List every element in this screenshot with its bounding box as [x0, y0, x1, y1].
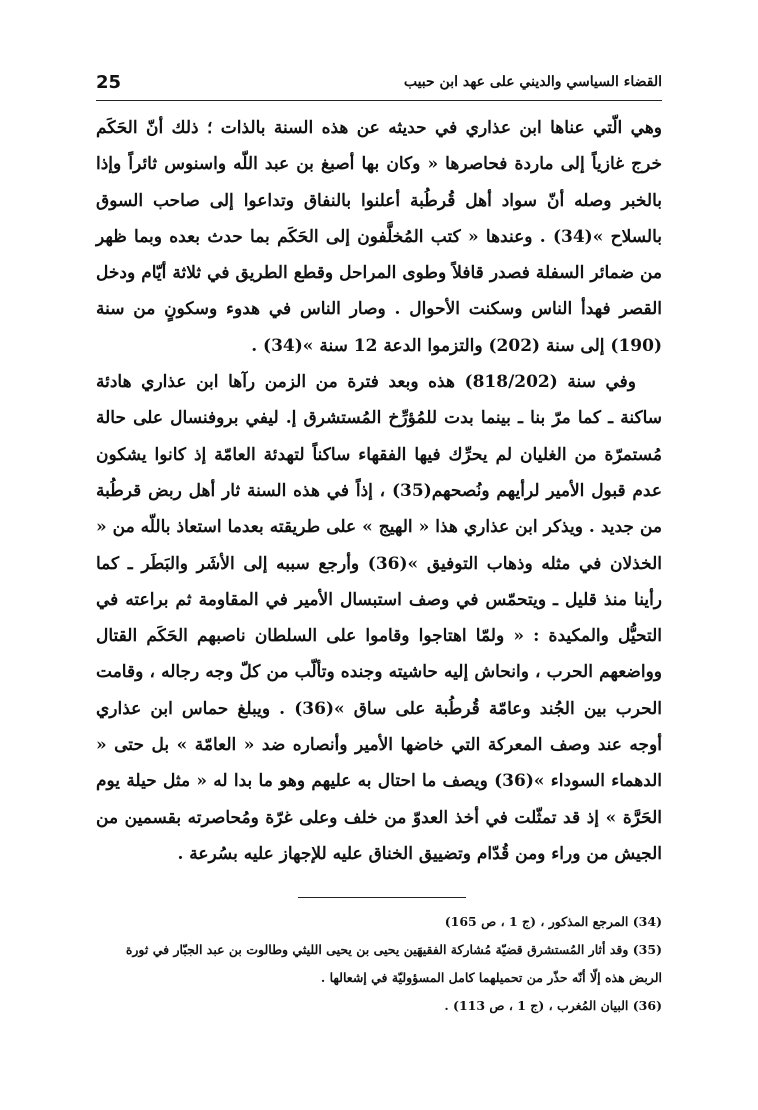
footnote-text: المرجع المذكور ، (ج 1 ، ص 165) [444, 914, 629, 929]
footnote-36 [96, 992, 662, 1020]
header-divider [96, 100, 662, 101]
page-header [96, 72, 662, 98]
running-title: القضاء السياسي والديني على عهد ابن حبيب [403, 74, 662, 90]
footnote-34 [96, 908, 662, 936]
footnote-35 [96, 936, 662, 992]
footnote-label: (34) [632, 914, 662, 929]
main-text [96, 110, 662, 872]
paragraph-2: وفي سنة (818/202) هذه وبعد فترة من الزمن رآها ابن عذاري هادئة ساكنة ـ كما مرّ بنا ـ بينما بدت للمُؤرِّخ المُستشرق إ. ليفي بروفنسال على حالة مُستمرّة من الغليان لم يحرِّك فيها الفقهاء ساكناً لتهدئة العامّة إذ كانوا يشكون عدم قبول الأمير لرأيهم ونُصحهم(35) ، إذاً في هذه السنة ثار أهل ربض قرطُبة من جديد . ويذكر ابن عذاري هذا « الهيج » على طريقته بعدما استعاذ باللّه من « الخذلان في مثله وذهاب التوفيق »(36) وأرجع سببه إلى الأشَر والبَطَر ـ كما رأينا منذ قليل ـ ويتحمّس في وصف استبسال الأمير في المقاومة ثم براعته في التحيُّل والمكيدة : « ولمّا اهتاجوا وقاموا على السلطان ناصبهم الحَكَم القتال وواضعهم الحرب ، وانحاش إليه حاشيته وجنده وتألّب من كلّ وجه رجاله ، وقامت الحرب بين الجُند وعامّة قُرطُبة على ساق »(36) . ويبلغ حماس ابن عذاري أوجه عند وصف المعركة التي خاضها الأمير وأنصاره ضد « العامّة » بل حتى « الدهماء السوداء »(36) ويصف ما احتال به عليهم وهو ما بدا له « مثل حيلة يوم الحَرَّة » إذ قد تمثّلت في أخذ العدوّ من خلف وعلى غرّة ومُحاصرته بقسمين من الجيش من وراء ومن قُدّام وتضييق الخناق عليه للإجهاز عليه بسُرعة . [96, 372, 662, 864]
page-number: 25 [96, 72, 122, 93]
footnote-text: البيان المُغرب ، (ج 1 ، ص 113) . [444, 998, 629, 1013]
paragraph-1: وهي الّتي عناها ابن عذاري في حديثه عن هذه السنة بالذات ؛ ذلك أنّ الحَكَم خرج غازياً إلى ماردة فحاصرها « وكان بها أصبغ بن عبد اللّه واسنوس ثائراً وإذا بالخبر وصله أنّ سواد أهل قُرطُبة أعلنوا بالنفاق وتداعوا إلى صاحب السوق بالسلاح »(34) . وعندها « كتب المُخلَّفون إلى الحَكَم بما حدث بعده وبما ظهر من ضمائر السفلة فصدر قافلاً وطوى المراحل وقطع الطريق في ثلاثة أيّام ودخل القصر فهدأ الناس وسكنت الأحوال . وصار الناس في هدوء وسكونٍ من سنة (190) إلى سنة (202) والتزموا الدعة 12 سنة »(34) . [96, 118, 663, 356]
footnotes [96, 908, 662, 1020]
footnote-text: وقد أثار المُستشرق قضيّة مُشاركة الفقيهَين يحيى بن يحيى الليثي وطالوت بن عبد الجبّار في ثورة الربض هذه إلّا أنّه حذّر من تحميلهما كامل المسؤوليّة في إشعالها . [125, 942, 662, 985]
footnote-label: (35) [632, 942, 662, 957]
footnote-label: (36) [632, 998, 662, 1013]
footnotes-divider [298, 897, 466, 898]
